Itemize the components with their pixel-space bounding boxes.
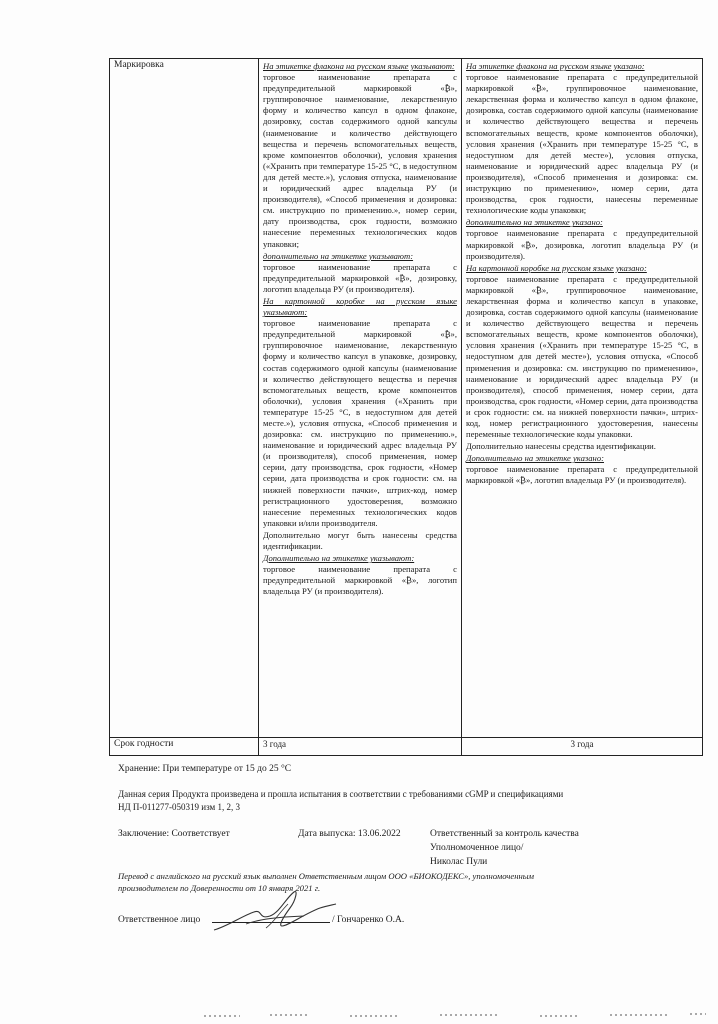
section-heading: На этикетке флакона на русском языке указано: (466, 61, 645, 71)
section-heading: дополнительно на этикетке указывают: (263, 250, 414, 261)
responsible-label: Ответственное лицо (118, 915, 201, 925)
section-heading: На картонной коробке на русском языке указано: (466, 262, 647, 273)
row-label-marking: Маркировка (110, 59, 259, 738)
translation-note: Перевод с английского на русский язык выполнен Ответственным лицом ООО «БИОКОДЕКС», уполномоченным (118, 871, 535, 881)
paragraph: Дополнительно нанесены средства идентификации. (466, 441, 656, 452)
requirements-cell (259, 59, 462, 738)
paragraph: торговое наименование препарата с предупредительной маркировкой «₿», группировочное наименование, лекарственная форма и количество капсул в одном флаконе, дозировка, состав содержимого одной капсулы (наименование и количество действующего вещества и перечень вспомогательных веществ, кроме компонентов оболочки), условия хранения («Хранить при температуре 15-25 °С, в недоступном для детей месте»), условия отпуска, наименование и юридический адрес владельца РУ (и производителя), «Способ применения и дозировка: см. инструкцию по применению», номер серии, дата производства, срок годности, нанесены переменные технологические коды упаковки; (466, 72, 698, 216)
paragraph: торговое наименование препарата с предупредительной маркировкой «₿», группировочное наименование, лекарственная форма и количество капсул в упаковке, дозировка, состав содержимого одной капсулы (наименование и количество действующего вещества и перечень вспомогательных веществ, кроме компонентов оболочки), условия хранения («Хранить при температуре 15-25 °С, в недоступном для детей месте»), условия отпуска, «Способ применения и дозировка: см. инструкцию по применению», наименование и юридический адрес владельца РУ (и производителя), способ применения, номер серии, дата производства, срок годности, «Номер серии, дата производства и срок годности: см. на нижней поверхности пачки», штрих-код, номер регистрационного удостоверения, нанесены переменные технологические коды упаковки. (466, 273, 698, 440)
handwritten-signature (208, 886, 338, 936)
table-row (110, 738, 703, 756)
paragraph: торговое наименование препарата с предупредительной маркировкой «₿», дозировку, логотип владельца РУ (и производителя). (263, 261, 457, 294)
shelf-life-requirement: 3 года (259, 738, 462, 756)
conclusion: Заключение: Соответствует (118, 829, 230, 839)
section-heading: На этикетке флакона на русском языке указывают: (263, 61, 455, 71)
storage-line: Хранение: При температуре от 15 до 25 °С (118, 764, 292, 774)
scan-edge-marks (200, 1008, 710, 1020)
row-label-shelf-life: Срок годности (110, 738, 259, 756)
release-date: Дата выпуска: 13.06.2022 (298, 829, 401, 839)
paragraph: торговое наименование препарата с предупредительной маркировкой «₿», логотип владельца РУ (и производителя). (263, 564, 457, 597)
paragraph: торговое наименование препарата с предупредительной маркировкой «₿», логотип владельца РУ (и производителя). (466, 464, 698, 486)
section-heading: Дополнительно на этикетке указывают: (263, 553, 415, 564)
results-cell (462, 59, 703, 738)
series-statement: Данная серия Продукта произведена и прошла испытания в соответствии с требованиями cGMP и спецификациями (118, 789, 564, 799)
qc-name: Николас Пули (430, 857, 488, 867)
responsible-name: / Гончаренко О.А. (332, 915, 405, 925)
qc-title: Ответственный за контроль качества (430, 829, 579, 839)
section-heading: На картонной коробке на русском языке указывают: (263, 295, 457, 318)
series-statement-ref: НД П-011277-050319 изм 1, 2, 3 (118, 802, 240, 812)
paragraph: торговое наименование препарата с предупредительной маркировкой «₿», группировочное наименование, лекарственную форму и количество капсул в упаковке, дозировку, состав содержимого одной капсулы (наименование и количество действующего вещества и перечня вспомогательных веществ, кроме компонентов оболочки), условия хранения («Хранить при температуре 15-25 °С, в недоступном для детей месте.»), условия отпуска, «Способ применения и дозировка: см. инструкцию по применению.», наименование и юридический адрес владельца РУ (и производителя), способ применения, номер серии, дату производства, срок годности, «Номер серии, дата производства и срок годности: см. на нижней поверхности пачки», штрих-код, номер регистрационного удостоверения, возможно нанесение переменных технологических кодов упаковки и/или производителя. (263, 318, 457, 528)
table-row (110, 59, 703, 738)
specification-table (109, 58, 703, 756)
paragraph: торговое наименование препарата с предупредительной маркировкой «₿», дозировка, логотип владельца РУ (и производителя). (466, 228, 698, 261)
paragraph: торговое наименование препарата с предупредительной маркировкой «₿», группировочное наименование, лекарственную форму и количество капсул в одном флаконе, дозировку, состав содержимого одной капсулы (наименование и количество действующего вещества и перечень вспомогательных веществ, кроме компонентов оболочки), условия хранения («Хранить при температуре 15-25 °С, в недоступном для детей месте.»), условия отпуска, наименование и юридический адрес владельца РУ (и производителя), «Способ применения и дозировка: см. инструкцию по применению.», номер серии, дату производства, срок годности, возможно нанесение переменных технологических кодов упаковки; (263, 72, 457, 249)
shelf-life-result: 3 года (462, 738, 703, 756)
paragraph: Дополнительно могут быть нанесены средства идентификации. (263, 529, 457, 552)
section-heading: Дополнительно на этикетке указано: (466, 453, 604, 464)
section-heading: дополнительно на этикетке указано: (466, 217, 603, 228)
translation-note-cont: производителем по Доверенности от 10 января 2021 г. (118, 883, 321, 893)
qc-role: Уполномоченное лицо/ (430, 843, 524, 853)
